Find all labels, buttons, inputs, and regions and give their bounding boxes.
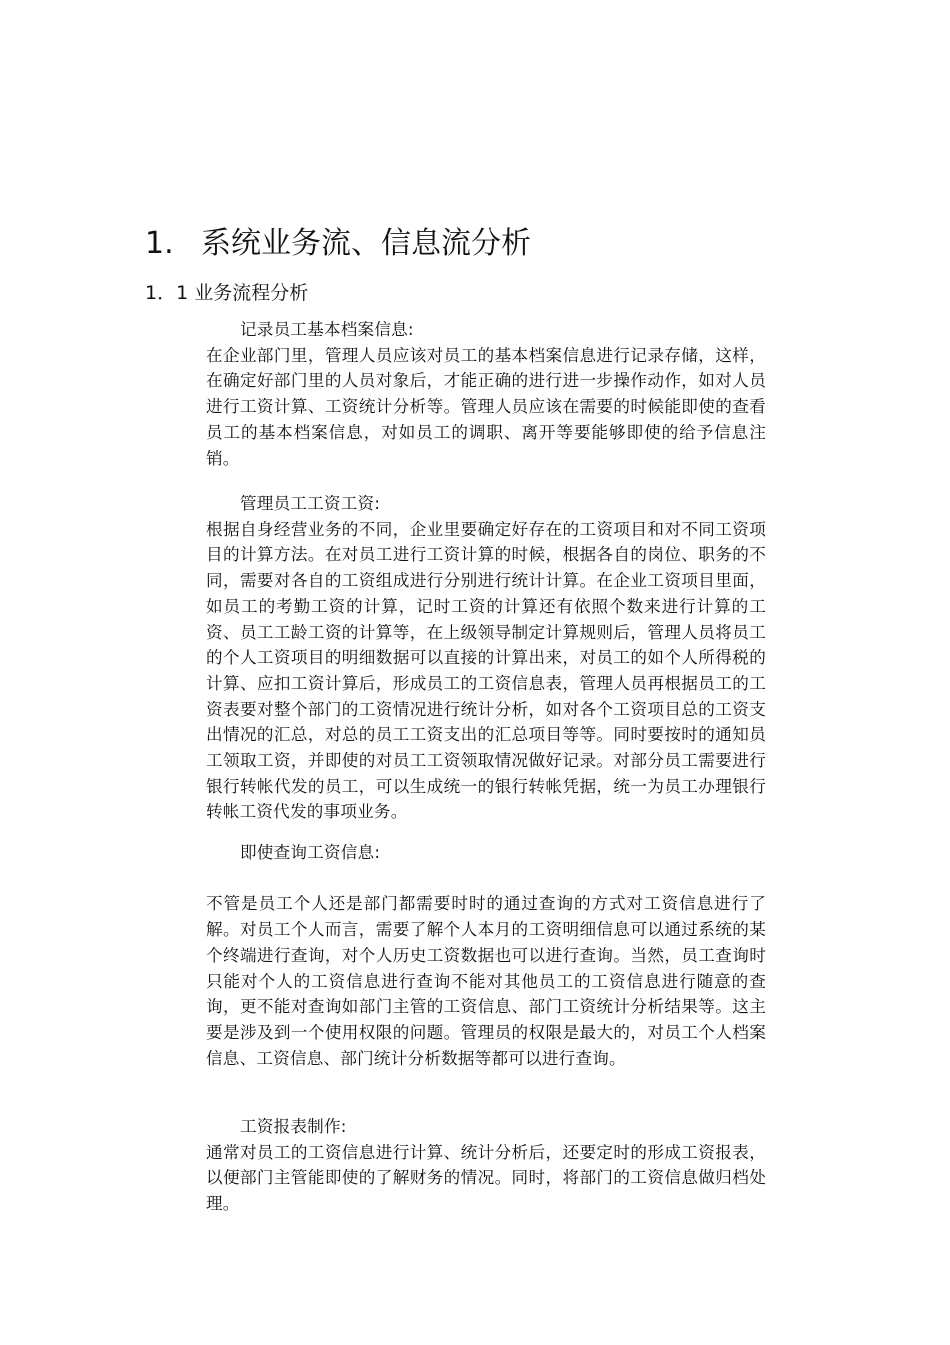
paragraph-body: 在企业部门里，管理人员应该对员工的基本档案信息进行记录存储，这样，在确定好部门里的人员对象后，才能正确的进行进一步操作动作，如对人员进行工资计算、工资统计分析等。管理人员应该在需要的时候能即使的查看员工的基本档案信息，对如员工的调职、离开等要能够即使的给予信息注销。 — [206, 345, 766, 468]
paragraph-body: 通常对员工的工资信息进行计算、统计分析后，还要定时的形成工资报表，以便部门主管能即使的了解财务的情况。同时，将部门的工资信息做归档处理。 — [206, 1142, 766, 1214]
section-number: 1. — [145, 226, 174, 261]
paragraph-block-salary-report — [206, 1114, 766, 1217]
paragraph-label: 记录员工基本档案信息: — [240, 320, 414, 339]
paragraph-label: 管理员工工资工资: — [240, 494, 381, 513]
paragraph-body: 根据自身经营业务的不同，企业里要确定好存在的工资项目和对不同工资项目的计算方法。在对员工进行工资计算的时候，根据各自的岗位、职务的不同，需要对各自的工资组成进行分别进行统计计算。在企业工资项目里面，如员工的考勤工资的计算，记时工资的计算还有依照个数来进行计算的工资、员工工龄工资的计算等，在上级领导制定计算规则后，管理人员将员工的个人工资项目的明细数据可以直接的计算出来，对员工的如个人所得税的计算、应扣工资计算后，形成员工的工资信息表，管理人员再根据员工的工资表要对整个部门的工资情况进行统计分析，如对各个工资项目总的工资支出情况的汇总，对总的员工工资支出的汇总项目等等。同时要按时的通知员工领取工资，并即使的对员工工资领取情况做好记录。对部分员工需要进行银行转帐代发的员工，可以生成统一的银行转帐凭据，统一为员工办理银行转帐工资代发的事项业务。 — [206, 519, 766, 822]
paragraph-block-salary-query — [206, 840, 766, 1071]
paragraph-block-employee-records — [206, 317, 766, 471]
section-heading — [145, 222, 531, 266]
paragraph-label: 即使查询工资信息: — [240, 843, 381, 862]
paragraph-block-salary-management — [206, 491, 766, 825]
section-title: 系统业务流、信息流分析 — [201, 226, 531, 261]
paragraph-body: 不管是员工个人还是部门都需要时时的通过查询的方式对工资信息进行了解。对员工个人而言，需要了解个人本月的工资明细信息可以通过系统的某个终端进行查询，对个人历史工资数据也可以进行查询。当然，员工查询时只能对个人的工资信息进行查询不能对其他员工的工资信息进行随意的查询，更不能对查询如部门主管的工资信息、部门工资统计分析结果等。这主要是涉及到一个使用权限的问题。管理员的权限是最大的，对员工个人档案信息、工资信息、部门统计分析数据等都可以进行查询。 — [206, 894, 766, 1068]
subsection-heading: 1．1 业务流程分析 — [145, 282, 309, 304]
paragraph-label: 工资报表制作: — [240, 1117, 347, 1136]
